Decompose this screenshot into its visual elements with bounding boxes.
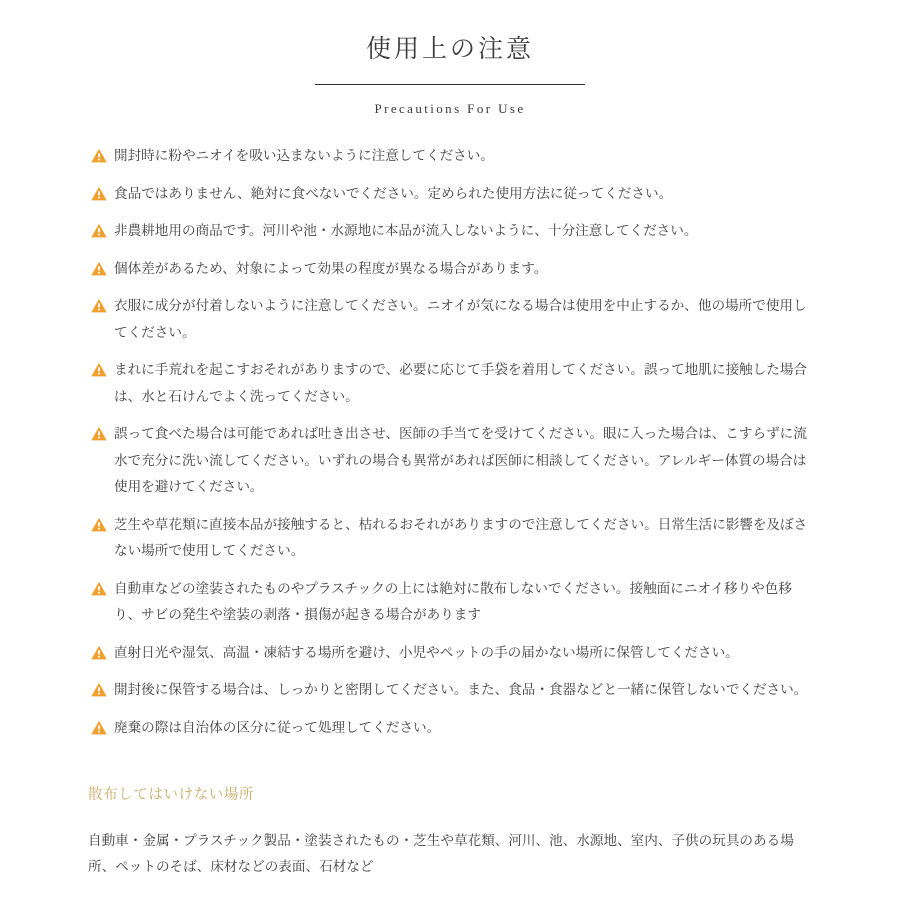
precaution-item — [88, 181, 818, 208]
precaution-item — [88, 357, 818, 410]
warning-triangle-icon — [91, 298, 107, 313]
title-divider — [315, 84, 585, 85]
precaution-text: 芝生や草花類に直接本品が接触すると、枯れるおそれがありますので注意してください。日常生活に影響を及ぼさない場所で使用してください。 — [114, 516, 808, 559]
document-header — [0, 0, 900, 117]
precaution-text: 開封時に粉やニオイを吸い込まないように注意してください。 — [114, 148, 494, 164]
page-subtitle: Precautions For Use — [374, 100, 526, 116]
warning-triangle-icon — [91, 581, 107, 596]
warning-triangle-icon — [91, 720, 107, 735]
warning-triangle-icon — [91, 517, 107, 532]
page-title: 使用上の注意 — [365, 36, 534, 63]
section-heading: 散布してはいけない場所 — [88, 787, 255, 804]
precaution-text: 個体差があるため、対象によって効果の程度が異なる場合があります。 — [114, 260, 548, 276]
precaution-item — [88, 715, 818, 742]
warning-triangle-icon — [91, 426, 107, 441]
precaution-item — [88, 576, 818, 629]
precaution-item — [88, 218, 818, 245]
precaution-item — [88, 293, 818, 346]
precaution-item — [88, 256, 818, 283]
forbidden-places-section — [88, 784, 814, 880]
warning-triangle-icon — [91, 682, 107, 697]
precaution-item — [88, 421, 818, 501]
precaution-text: 開封後に保管する場合は、しっかりと密閉してください。また、食品・食器などと一緒に保管しないでください。 — [114, 682, 808, 698]
precaution-item — [88, 512, 818, 565]
warning-triangle-icon — [91, 645, 107, 660]
warning-triangle-icon — [91, 362, 107, 377]
warning-triangle-icon — [91, 186, 107, 201]
precaution-text: 非農耕地用の商品です。河川や池・水源地に本品が流入しないように、十分注意してください。 — [114, 223, 698, 239]
precaution-text: 衣服に成分が付着しないように注意してください。ニオイが気になる場合は使用を中止するか、他の場所で使用してください。 — [114, 298, 807, 340]
precaution-item — [88, 677, 818, 704]
warning-triangle-icon — [91, 261, 107, 276]
precaution-text: 廃棄の際は自治体の区分に従って処理してください。 — [114, 719, 441, 735]
precaution-text: 食品ではありません、絶対に食べないでください。定められた使用方法に従ってください。 — [114, 185, 673, 201]
warning-triangle-icon — [91, 148, 107, 163]
precautions-list — [88, 143, 818, 741]
precaution-text: まれに手荒れを起こすおそれがありますので、必要に応じて手袋を着用してください。誤って地肌に接触した場合は、水と石けんでよく洗ってください。 — [114, 362, 808, 404]
precaution-item — [88, 143, 818, 170]
precaution-item — [88, 640, 818, 667]
warning-triangle-icon — [91, 223, 107, 238]
precaution-text: 直射日光や湿気、高温・凍結する場所を避け、小児やペットの手の届かない場所に保管してください。 — [114, 644, 739, 660]
section-body-text: 自動車・金属・プラスチック製品・塗装されたもの・芝生や草花類、河川、池、水源地、室内、子供の玩具のある場所、ペットのそば、床材などの表面、石材など — [88, 832, 794, 875]
precaution-text: 誤って食べた場合は可能であれば吐き出させ、医師の手当てを受けてください。眼に入った場合は、こすらずに流水で充分に洗い流してください。いずれの場合も異常があれば医師に相談してください。アレルギー体質の場合は使用を避けてください。 — [114, 426, 807, 495]
precaution-text: 自動車などの塗装されたものやプラスチックの上には絶対に散布しないでください。接触面にニオイ移りや色移り、サビの発生や塗装の剥落・損傷が起きる場合があります — [114, 580, 792, 623]
